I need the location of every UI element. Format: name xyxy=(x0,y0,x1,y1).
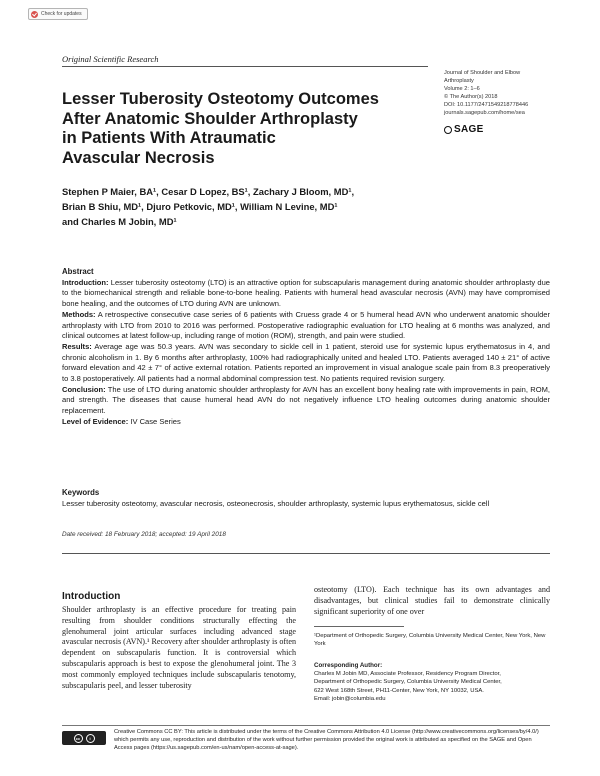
journal-info xyxy=(444,69,584,117)
affiliation: ¹Department of Orthopedic Surgery, Columbia University Medical Center, New York, New York xyxy=(314,633,546,648)
license-text: Creative Commons CC BY: This article is distributed under the terms of the Creative Commons Attribution 4.0 License (http://www.creativecommons.org/licenses/by/4.0/) which permits any use, reproduction and distribution of the work without further permission provided the original work is attributed as specified on the SAGE and Open Access pages (https://us.sagepub.com/en-us/nam/open-access-at-sage). xyxy=(114,729,539,751)
section-divider xyxy=(62,553,550,554)
title-line: in Patients With Atraumatic xyxy=(62,129,276,147)
introduction-text-left: Shoulder arthroplasty is an effective procedure for treating pain resulting from shoulder conditions structurally effecting the glenohumeral joint articular surfaces including advanced stage avascular necrosis (AVN).¹ Recovery after shoulder arthroplasty is often dependent on subscapularis function. It is controversial which subscapularis approach is best to expose the glenohumeral joint. The 3 most commonly employed techniques include subscapularis tenotomy, subscapularis peel, and lesser tuberosity xyxy=(62,605,296,690)
header-rule xyxy=(62,66,428,67)
abstract-introduction xyxy=(62,278,550,310)
author-list xyxy=(62,184,442,229)
journal-url[interactable]: journals.sagepub.com/home/sea xyxy=(444,110,525,116)
sage-logo-text: SAGE xyxy=(454,124,484,135)
sage-logo-icon xyxy=(444,126,452,134)
title-line: After Anatomic Shoulder Arthroplasty xyxy=(62,109,358,128)
journal-line: Arthroplasty xyxy=(444,78,474,84)
abstract-label: Conclusion: xyxy=(62,384,106,394)
author-line: Stephen P Maier, BA¹, Cesar D Lopez, BS¹, Zachary J Bloom, MD¹, xyxy=(62,186,355,197)
corresponding-line: Charles M Jobin MD, Associate Professor, Residency Program Director, xyxy=(314,671,501,678)
attribution-icon: i xyxy=(86,734,95,743)
check-for-updates-label: Check for updates xyxy=(41,11,82,17)
abstract-methods xyxy=(62,310,550,342)
author-line: and Charles M Jobin, MD¹ xyxy=(62,216,177,227)
article-title xyxy=(62,90,422,168)
footnote-rule xyxy=(314,626,404,627)
abstract-heading: Abstract xyxy=(62,267,94,276)
abstract-conclusion xyxy=(62,385,550,417)
journal-line: © The Author(s) 2018 xyxy=(444,94,498,100)
abstract xyxy=(62,267,550,428)
corresponding-line: 622 West 168th Street, PH11-Center, New York, NY 10032, USA. xyxy=(314,687,484,694)
author-line: Brian B Shiu, MD¹, Djuro Petkovic, MD¹, William N Levine, MD¹ xyxy=(62,201,338,212)
journal-line: Journal of Shoulder and Elbow xyxy=(444,70,521,76)
corresponding-heading: Corresponding Author: xyxy=(314,662,383,669)
corresponding-author xyxy=(314,662,550,703)
abstract-text: Average age was 50.3 years. AVN was secondary to sickle cell in 1 patient, steroid use for systemic lupus erythematosus in 4, and chronic alcoholism in 1. By 6 months after arthroplasty, 100% had radiographically united and healed LTO. Patients averaged 140 ± 21° of active forward elevation and 42 ± 7° of active external rotation. Patients reported an improvement in visual analogue scale pain from 8.3 preoperatively to 3.8 postoperatively. All patients had a normal abdominal compression test. No patients required revision surgery. xyxy=(62,341,550,384)
section-type: Original Scientific Research xyxy=(62,54,159,64)
sage-logo xyxy=(444,124,484,135)
abstract-text: Lesser tuberosity osteotomy (LTO) is an attractive option for subscapularis management during anatomic shoulder arthroplasty due to the biomechanical strength and reliable bone-to-bone healing. Patients with humeral head avascular necrosis (AVN) may have compromised bone healing, and the outcomes of LTO during AVN are unknown. xyxy=(62,277,550,309)
check-for-updates-badge[interactable] xyxy=(28,8,88,20)
abstract-text: IV Case Series xyxy=(128,416,181,426)
journal-line: DOI: 10.1177/2471549218778446 xyxy=(444,102,529,108)
abstract-label: Methods: xyxy=(62,309,96,319)
abstract-text: The use of LTO during anatomic shoulder arthroplasty for AVN has an excellent bony healing rate with improvements in pain, ROM, and strength. The diseases that cause humeral head AVN do not negatively influence LTO healing outcomes during anatomic shoulder replacement. xyxy=(62,384,550,416)
cc-by-badge[interactable] xyxy=(62,731,106,745)
abstract-label: Level of Evidence: xyxy=(62,416,129,426)
article-dates: Date received: 18 February 2018; accepted: 19 April 2018 xyxy=(62,531,226,538)
keywords xyxy=(62,488,550,509)
introduction-text-right: osteotomy (LTO). Each technique has its own advantages and disadvantages, but clinical studies fail to demonstrate clinically significant superiority of one over xyxy=(314,585,550,616)
title-line: Lesser Tuberosity Osteotomy Outcomes xyxy=(62,90,379,108)
abstract-results xyxy=(62,342,550,385)
check-icon xyxy=(31,11,38,18)
title-line: Avascular Necrosis xyxy=(62,148,215,167)
abstract-text: A retrospective consecutive case series of 6 patients with Cruess grade 4 or 5 humeral head AVN who underwent anatomic shoulder arthroplasty with LTO from 2010 to 2016 was performed. Postoperative radiographic evaluation for LTO healing at 6 months was analyzed, and clinical outcomes at latest follow-up, including range of motion (ROM), strength, and pain were studied. xyxy=(62,309,550,341)
keywords-text: Lesser tuberosity osteotomy, avascular necrosis, osteonecrosis, shoulder arthroplasty, systemic lupus erythematosus, sickle cell xyxy=(62,498,490,508)
corresponding-email[interactable]: Email: jobin@columbia.edu xyxy=(314,695,386,702)
introduction-heading: Introduction xyxy=(62,591,121,602)
abstract-level-of-evidence xyxy=(62,417,550,428)
corresponding-line: Department of Orthopedic Surgery, Columbia University Medical Center, xyxy=(314,679,502,686)
cc-icon: cc xyxy=(74,734,83,743)
abstract-label: Results: xyxy=(62,341,92,351)
journal-line: Volume 2: 1–6 xyxy=(444,86,480,92)
abstract-label: Introduction: xyxy=(62,277,109,287)
keywords-heading: Keywords xyxy=(62,488,100,497)
